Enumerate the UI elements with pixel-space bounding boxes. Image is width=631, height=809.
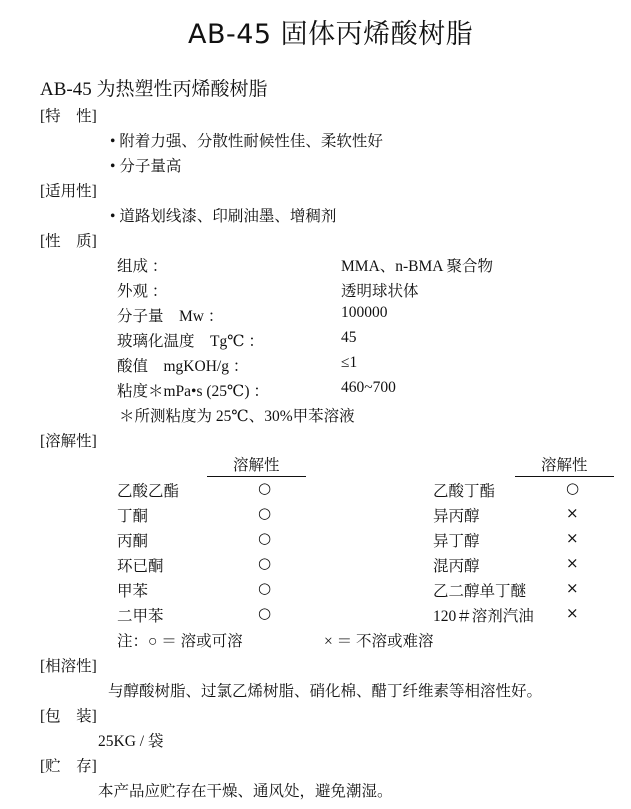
compatibility-text: 与醇酸树脂、过氯乙烯树脂、硝化棉、醋丁纤维素等相溶性好。	[108, 683, 543, 700]
property-value: 透明球状体	[341, 283, 419, 300]
solubility-column-header: 溶解性	[515, 453, 614, 477]
solubility-mark: ×	[566, 604, 579, 622]
solvent-name: 120＃溶剂汽油	[433, 608, 534, 625]
feature-item: • 分子量高	[110, 154, 181, 176]
property-label: 粘度＊mPa•s (25℃) ：	[117, 383, 269, 400]
solvent-name: 乙二醇单丁醚	[433, 583, 527, 600]
page-title: AB-45 固体丙烯酸树脂	[188, 19, 474, 50]
solubility-legend-soluble: 注：○ ＝ 溶或可溶	[117, 633, 243, 650]
compatibility-heading: [相溶性]	[40, 658, 97, 675]
applications-heading: [适用性]	[40, 183, 97, 200]
solubility-mark: ○	[566, 479, 580, 497]
property-value: MMA、n-BMA 聚合物	[341, 258, 494, 275]
property-label: 酸值 mgKOH/g ：	[117, 358, 249, 375]
solubility-heading: [溶解性]	[40, 433, 97, 450]
solubility-mark: ○	[258, 554, 272, 572]
solubility-column-header: 溶解性	[207, 453, 306, 477]
property-label: 外观 ：	[117, 283, 168, 300]
packaging-text: 25KG / 袋	[98, 733, 164, 750]
property-value: 100000	[341, 304, 388, 321]
solvent-name: 乙酸丁酯	[433, 483, 496, 500]
storage-text: 本产品应贮存在干燥、通风处，避免潮湿。	[98, 783, 393, 800]
property-value: ≤1	[341, 354, 358, 371]
solubility-mark: ○	[258, 529, 272, 547]
solvent-name: 丁酮	[117, 508, 149, 525]
product-description: AB-45 为热塑性丙烯酸树脂	[40, 79, 268, 100]
features-heading: [特 性]	[40, 108, 97, 125]
solvent-name: 二甲苯	[117, 608, 164, 625]
solvent-name: 甲苯	[117, 583, 149, 600]
solvent-name: 丙酮	[117, 533, 149, 550]
property-label: 玻璃化温度 Tg℃ ：	[117, 333, 264, 350]
feature-item: • 附着力强、分散性耐候性佳、柔软性好	[110, 129, 383, 151]
solvent-name: 混丙醇	[433, 558, 480, 575]
solubility-mark: ○	[258, 579, 272, 597]
solvent-name: 环已酮	[117, 558, 164, 575]
solubility-mark: ○	[258, 604, 272, 622]
solubility-mark: ×	[566, 579, 579, 597]
property-label: 分子量 Mw ：	[117, 308, 224, 325]
storage-heading: [贮 存]	[40, 758, 97, 775]
property-value: 460~700	[341, 379, 396, 396]
application-item: • 道路划线漆、印刷油墨、增稠剂	[110, 204, 336, 226]
solvent-name: 异丙醇	[433, 508, 480, 525]
properties-heading: [性 质]	[40, 233, 97, 250]
packaging-heading: [包 装]	[40, 708, 97, 725]
viscosity-note: ＊所测粘度为 25℃、30%甲苯溶液	[119, 408, 355, 425]
solubility-mark: ×	[566, 504, 579, 522]
solubility-mark: ×	[566, 554, 579, 572]
property-value: 45	[341, 329, 357, 346]
solvent-name: 乙酸乙酯	[117, 483, 180, 500]
solubility-legend-insoluble: × ＝ 不溶或难溶	[324, 633, 434, 650]
solubility-mark: ×	[566, 529, 579, 547]
property-label: 组成 ：	[117, 258, 168, 275]
solubility-mark: ○	[258, 504, 272, 522]
solubility-mark: ○	[258, 479, 272, 497]
solvent-name: 异丁醇	[433, 533, 480, 550]
